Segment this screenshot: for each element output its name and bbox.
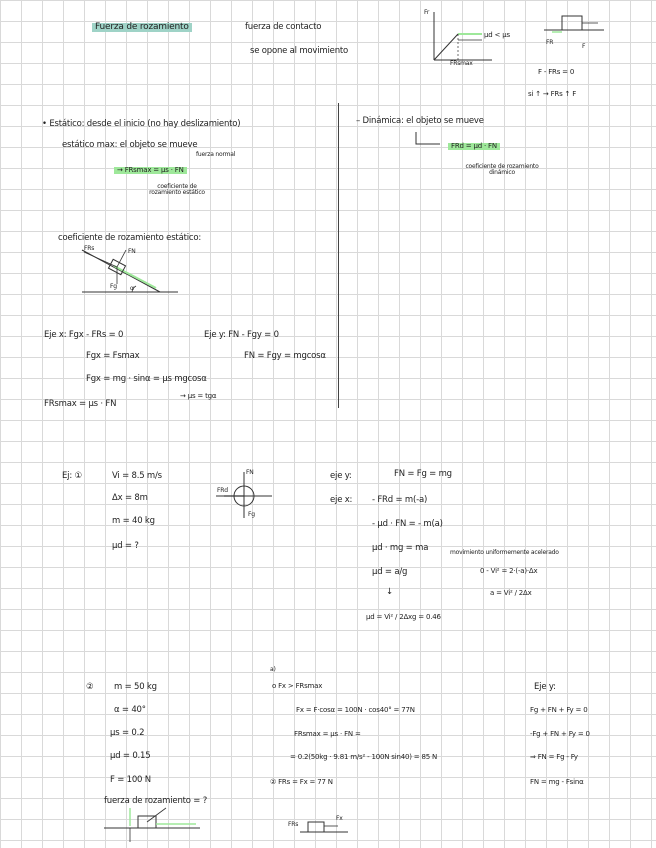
ex2-eje-y: Eje y: — [534, 682, 556, 692]
ex1-eje-x-eq: - FRd = m(-a) — [372, 495, 428, 505]
ex1-mru-note: movimiento uniformemente acelerado — [450, 549, 559, 556]
block-eq1: F - FRs = 0 — [538, 68, 575, 76]
block-force-fr: FR — [546, 39, 554, 46]
eq-eje-y: Eje y: FN - Fgy = 0 — [204, 330, 279, 340]
subtitle-oppose: se opone al movimiento — [250, 46, 349, 56]
ex1-mu: μd = ? — [112, 541, 139, 551]
static-heading: • Estático: desde el inicio (no hay deslizamiento) — [42, 119, 241, 129]
ex1-vi: Vi = 8.5 m/s — [112, 471, 162, 481]
ex1-eje-y-eq: FN = Fg = mg — [394, 469, 452, 479]
incline-heading: coeficiente de rozamiento estático: — [58, 233, 202, 243]
ex2-mus: μs = 0.2 — [110, 728, 145, 738]
ex1-label: Ej: ① — [62, 471, 82, 481]
ex1-line5: μd = a/g — [372, 567, 408, 577]
ex1-fbd-fg: Fg — [248, 511, 255, 518]
graph-y-label: Fr — [424, 9, 430, 16]
static-note-normal: fuerza normal — [196, 151, 236, 158]
eq-fgx2: Fgx = mg · sinα = μs mgcosα — [86, 374, 207, 384]
ex2-frs-calc: = 0.2(50kg · 9.81 m/s² - 100N sin40) = 85 N — [290, 753, 438, 761]
ex2-cond: o Fx > FRsmax — [272, 682, 323, 690]
dynamic-formula: FRd = μd · FN — [448, 143, 500, 150]
ex1-fbd-fn: FN — [246, 469, 254, 476]
section-divider — [338, 103, 339, 408]
ex1-dx: Δx = 8m — [112, 493, 148, 503]
dynamic-note-coef: coeficiente de rozamiento dinámico — [465, 163, 539, 176]
ex2-bottom-fx: Fx — [336, 815, 343, 822]
graph-x-label: FRsmax — [450, 60, 473, 67]
eq-fgx: Fgx = Fsmax — [86, 351, 140, 361]
ex2-mud: μd = 0.15 — [110, 751, 151, 761]
ex2-force: F = 100 N — [110, 775, 151, 785]
ex2-diagram — [104, 806, 204, 846]
eq-mu: → μs = tgα — [180, 392, 217, 400]
dynamic-arrow — [414, 132, 444, 150]
ex2-frsmax: FRsmax = μs · FN = — [294, 730, 361, 738]
ex1-eje-x: eje x: — [330, 495, 353, 505]
ex2-ey2: -Fg + FN + Fy = 0 — [530, 730, 590, 738]
ex2-alpha: α = 40° — [114, 705, 146, 715]
dynamic-heading: – Dinámica: el objeto se mueve — [356, 116, 484, 126]
eq-fn: FN = Fgy = mgcosα — [244, 351, 326, 361]
static-formula: → FRsmax = μs · FN — [114, 167, 187, 174]
ex2-ey4: FN = mg - Fsinα — [530, 778, 584, 786]
ex2-m: m = 50 kg — [114, 682, 157, 692]
eq-frsmax: FRsmax = μs · FN — [44, 399, 117, 409]
ex1-fbd — [214, 470, 274, 530]
block-force-f: F — [582, 43, 586, 50]
ex1-line4: μd · mg = ma — [372, 543, 429, 553]
ex2-question: fuerza de rozamiento = ? — [104, 796, 208, 806]
ex1-kin: 0 - Vi² = 2·(-a)·Δx — [480, 567, 538, 575]
ex1-eje-y: eje y: — [330, 471, 352, 481]
eq-eje-x: Eje x: Fgx - FRs = 0 — [44, 330, 124, 340]
ex2-part: a) — [270, 666, 276, 673]
ex2-fx: Fx = F·cosα = 100N · cos40° = 77N — [296, 706, 415, 714]
block-eq2: si ↑ → FRs ↑ F — [528, 90, 577, 98]
incline-label-fg: Fg — [110, 283, 117, 290]
graph-relation: μd < μs — [484, 31, 510, 39]
ex1-fbd-frd: FRd — [217, 487, 228, 494]
ex2-label: ② — [86, 682, 94, 692]
ex2-frs: ② FRs = Fx = 77 N — [270, 778, 333, 786]
ex2-bottom-frs: FRs — [288, 821, 299, 828]
page-title: Fuerza de rozamiento — [92, 23, 192, 32]
incline-label-fn: FN — [128, 248, 136, 255]
static-max-line: estático max: el objeto se mueve — [62, 140, 198, 150]
incline-label-frs: FRs — [84, 245, 95, 252]
ex2-ey3: ⇒ FN = Fg - Fy — [530, 753, 578, 761]
ex1-m: m = 40 kg — [112, 516, 155, 526]
ex1-a-eq: a = Vi² / 2Δx — [490, 589, 532, 597]
ex1-down-arrow: ↓ — [386, 587, 393, 597]
ex2-ey1: Fg + FN + Fy = 0 — [530, 706, 588, 714]
incline-label-alpha: α — [130, 285, 134, 292]
subtitle-contact: fuerza de contacto — [245, 22, 322, 32]
static-note-coef: coeficiente de rozamiento estático — [149, 183, 205, 196]
ex1-line3: - μd · FN = - m(a) — [372, 519, 443, 529]
ex1-result: μd = Vi² / 2Δxg = 0.46 — [366, 613, 441, 621]
